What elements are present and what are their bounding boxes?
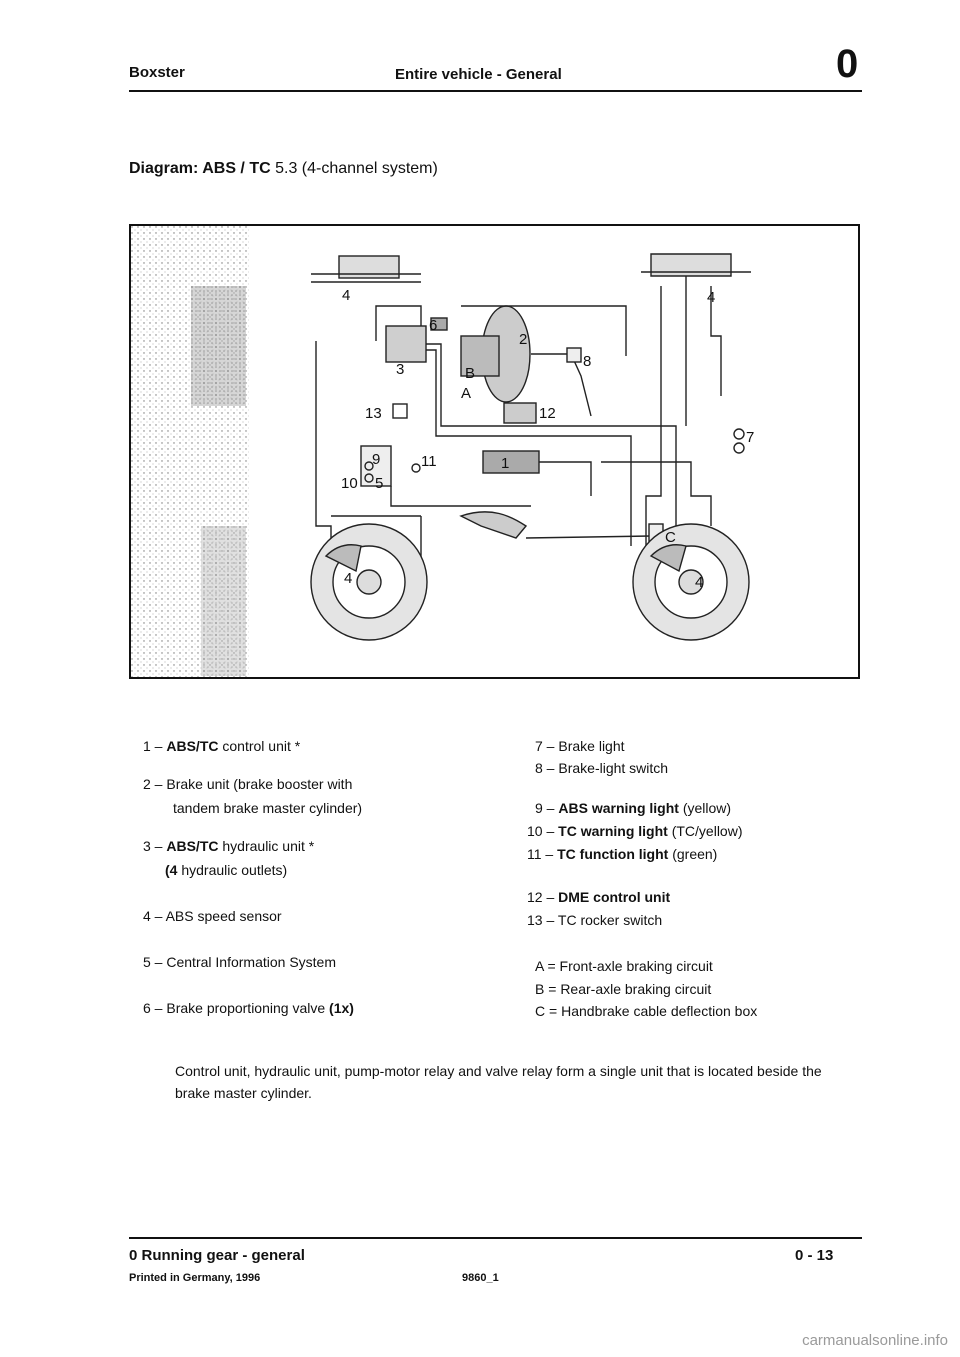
callout-c: C [665,529,676,546]
header-chapter: Entire vehicle - General [395,66,562,83]
callout-5: 5 [375,475,384,492]
legend-item-4: 4 – ABS speed sensor [143,908,282,924]
note-paragraph: Control unit, hydraulic unit, pump-motor relay and valve relay form a single unit that is located beside the brake master cylinder. [175,1063,822,1101]
component-4-top-right [651,254,731,276]
legend-item-1: 1 – ABS/TC control unit * [143,738,301,754]
hydraulic-unit-3 [386,326,426,362]
callout-2: 2 [519,331,528,348]
abs-control-unit-1 [483,451,539,473]
callout-1: 1 [501,455,510,472]
legend-item-3-cont: (4 hydraulic outlets) [165,862,288,878]
footer-code: 9860_1 [462,1272,499,1284]
callout-11: 11 [421,453,437,470]
brake-light-switch-8 [567,348,581,362]
disc-right [633,524,749,640]
legend-item-a: A = Front-axle braking circuit [535,958,713,974]
title-bold: ABS / TC [202,160,271,177]
callout-a: A [461,385,472,402]
callout-4-disc-right: 4 [695,574,704,591]
watermark[interactable]: carmanualsonline.info [802,1332,948,1349]
footer-page-number: 0 - 13 [795,1247,834,1264]
legend-item-7: 7 – Brake light [535,738,625,754]
legend-left [143,738,443,1018]
callout-b: B [465,365,476,382]
legend-item-b: B = Rear-axle braking circuit [535,981,712,997]
callout-4-disc-left: 4 [344,570,353,587]
header-section-number: 0 [836,42,859,86]
callout-3: 3 [396,361,405,378]
left-texture-dense [191,286,246,406]
title-prefix: Diagram: [129,160,203,177]
callout-7: 7 [746,429,755,446]
header-rule [129,90,862,92]
abs-tc-diagram [129,224,860,679]
tc-switch-13 [393,404,407,418]
callout-12: 12 [539,405,556,422]
callout-4-top-left: 4 [342,287,351,304]
footer-rule [129,1237,862,1239]
callout-13: 13 [365,405,382,422]
diagram-drawing [131,226,860,679]
legend-item-10: 10 – TC warning light (TC/yellow) [527,823,743,839]
legend-item-3: 3 – ABS/TC hydraulic unit * [143,838,315,854]
callout-8: 8 [583,353,592,370]
legend-item-2: 2 – Brake unit (brake booster with [143,776,353,792]
left-texture-dense-2 [201,526,246,676]
callout-6: 6 [429,317,438,334]
callout-10: 10 [341,475,358,492]
footer-section: 0 Running gear - general [129,1247,305,1264]
legend-item-5: 5 – Central Information System [143,954,336,970]
handbrake-lever [461,512,526,538]
legend-item-12: 12 – DME control unit [527,889,671,905]
legend-item-9: 9 – ABS warning light (yellow) [535,800,732,816]
callout-4-top-right: 4 [707,289,716,306]
legend-item-8: 8 – Brake-light switch [535,760,669,776]
dme-unit-12 [504,403,536,423]
legend-item-13: 13 – TC rocker switch [527,912,663,928]
header-model: Boxster [129,64,185,81]
legend-right [527,738,867,1028]
callout-9: 9 [372,451,381,468]
diagram-title [129,160,438,178]
legend-item-c: C = Handbrake cable deflection box [535,1003,758,1019]
legend-item-2-cont: tandem brake master cylinder) [173,800,363,816]
component-4-top-left [339,256,399,278]
brake-line-left [316,341,331,556]
legend-item-11: 11 – TC function light (green) [527,846,718,862]
title-rest: 5.3 (4-channel system) [270,160,438,177]
legend-item-6: 6 – Brake proportioning valve (1x) [143,1000,354,1016]
disc-left [311,524,427,640]
footer-printed: Printed in Germany, 1996 [129,1272,261,1284]
